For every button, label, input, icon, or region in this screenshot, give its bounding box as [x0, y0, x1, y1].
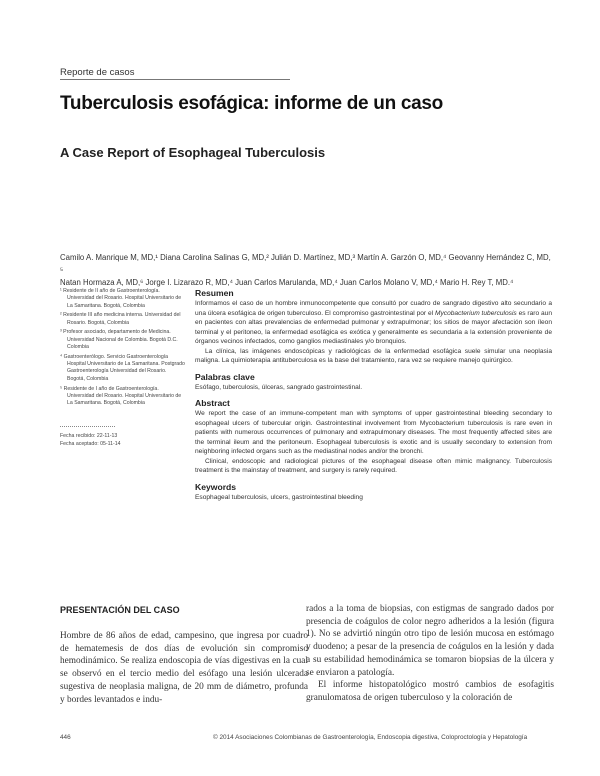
- abstract-block: [195, 288, 552, 502]
- author-line-1: Camilo A. Manrique M, MD,¹ Diana Carolina Salinas G, MD,² Julián D. Martínez, MD,³ Martín A. Garzón O, MD,⁴ Geovanny Hernández C, MD, ⁵: [60, 253, 551, 275]
- section-rule: [60, 79, 290, 80]
- affiliation-1: ¹ Residente de II año de Gastroenterología. Universidad del Rosario. Hospital Universitario de La Samaritana. Bogotá, Colombia: [60, 288, 182, 309]
- palabras-clave-heading: Palabras clave: [195, 371, 255, 382]
- article-dates: [60, 432, 120, 448]
- author-list: [60, 252, 552, 290]
- body-paragraph-1: Hombre de 86 años de edad, campesino, que ingresa por cuadro de hematemesis de dos días de evolución sin compromiso hemodinámico. Se realiza endoscopia de vías digestivas en la cual se observó en el tercio medio del esófago una lesión ulcerada sugestiva de neoplasia maligna, de 20 mm de diámetro, profunda y bordes levantados e indu-: [60, 631, 308, 705]
- footer-copyright: © 2014 Asociaciones Colombianas de Gastroenterología, Endoscopia digestiva, Coloproctología y Hepatología: [213, 734, 528, 741]
- resumen-heading: Resumen: [195, 288, 234, 298]
- article-subtitle: A Case Report of Esophageal Tuberculosis: [60, 145, 326, 160]
- keywords-text: Esophageal tuberculosis, ulcers, gastrointestinal bleeding: [195, 493, 363, 501]
- keywords-heading: Keywords: [195, 481, 237, 492]
- resumen-p1-organism: Mycobacterium tuberculosis: [434, 309, 517, 317]
- section-heading: PRESENTACIÓN DEL CASO: [60, 605, 180, 615]
- affiliation-3: ³ Profesor asociado, departamento de Medicina. Universidad Nacional de Colombia. Bogotá D.C. Colombia: [60, 329, 178, 351]
- affiliation-2: ² Residente III año medicina interna. Universidad del Rosario. Bogotá, Colombia: [60, 312, 181, 326]
- page-number: 446: [60, 734, 71, 741]
- abstract-paragraph-1: We report the case of an immune-competent man with symptoms of upper gastrointestinal bleeding secondary to esophageal ulcers of tubercular origin. Gastrointestinal involvement from Mycobacterium tuberculosis is rare even in patients with numerous occurrences of pulmonary and extrapulmonary diseases. The most frequently affected sites are the terminal ileum and the peritoneum. Esophageal tuberculosis is exotic and is usually secondary to extension from neighboring infected organs such as the mediastinal nodes and/or the bronchi.: [195, 410, 552, 455]
- abstract-heading: Abstract: [195, 398, 230, 408]
- body-paragraph-2: rados a la toma de biopsias, con estigmas de sangrado dados por presencia de coágulos de color negro adheridos a la lesión (figura 1). No se advirtió ningún otro tipo de lesión mucosa en estómago y duodeno; a pesar de la presencia de coágulos en la lesión y dada a su estabilidad hemodinámica se tomaron biopsias de la úlcera y se enviaron a patología.: [306, 604, 554, 678]
- author-line-2: Natan Hormaza A, MD,⁶ Jorge I. Lizarazo R, MD,⁴ Juan Carlos Marulanda, MD,⁴ Juan Carlos Molano V, MD,⁴ Mario H. Rey T, MD.⁴: [60, 278, 514, 287]
- body-column-right: [306, 603, 554, 705]
- affiliation-4: ⁴ Gastroenterólogo. Servicio Gastroenterología Hospital Universitario de La Samaritana. Postgrado Gastroenterología Universidad del Rosario. Bogotá, Colombia: [60, 353, 185, 382]
- resumen-p1-end: es raro aun en pacientes con altas prevalencias de enfermedad pulmonar y extrapulmonar; los sitios de mayor afectación son íleon terminal y el peritoneo, la enfermedad esofágica es exótica y generalmente es secundaria a la extensión proveniente de órganos vecinos infectados, como ganglios mediastinales y/o bronquios.: [195, 309, 552, 345]
- abstract-paragraph-2: Clinical, endoscopic and radiological pictures of the esophageal disease often mimic malignancy. Tuberculosis treatment is the mainstay of treatment, and surgery is rarely required.: [195, 457, 552, 474]
- resumen-p1-start: Informamos el caso de un hombre inmunocompetente que consultó por cuadro de sangrado digestivo alto secundario a una úlcera esofágica de origen tuberculoso. El compromiso gastrointestinal por el: [195, 300, 552, 317]
- affiliation-5: ⁵ Residente de I año de Gastroenterología. Universidad del Rosario. Hospital Universitario de La Samaritana. Bogotá, Colombia: [60, 385, 182, 407]
- body-paragraph-3: El informe histopatológico mostró cambios de esofagitis granulomatosa de origen tuberculoso y la coloración de: [306, 680, 554, 703]
- affiliations: [60, 288, 185, 410]
- resumen-paragraph-2: La clínica, las imágenes endoscópicas y radiológicas de la enfermedad esofágica suele simular una neoplasia maligna. La quimioterapia antituberculosa es la base del tratamiento, rara vez se requiere manejo quirúrgico.: [195, 347, 552, 364]
- section-label: Reporte de casos: [60, 67, 135, 78]
- resumen-paragraph-1: [195, 299, 552, 347]
- palabras-clave-text: Esófago, tuberculosis, úlceras, sangrado gastrointestinal.: [195, 383, 363, 391]
- date-accepted: Fecha aceptado: 05-11-14: [60, 441, 121, 447]
- dotted-divider: [60, 426, 115, 427]
- article-title: Tuberculosis esofágica: informe de un caso: [60, 93, 443, 114]
- body-column-left: [60, 630, 308, 706]
- date-received: Fecha recibido: 22-11-13: [60, 433, 118, 439]
